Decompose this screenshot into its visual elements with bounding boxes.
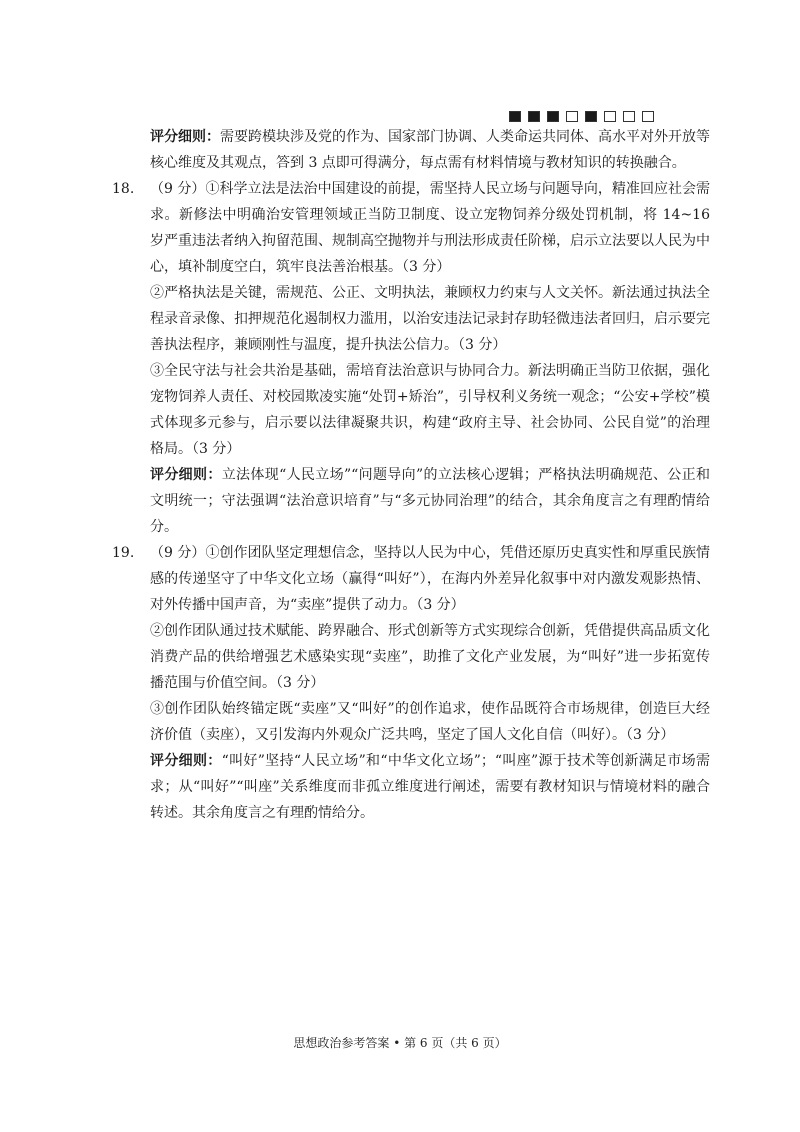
question-number: 19. [112,545,135,561]
q19-point-1-text: ①创作团队坚定理想信念，坚持以人民为中心，凭借还原历史真实性和厚重民族情感的传递坚守了中华文化立场（赢得“叫好”），在海内外差异化叙事中对内激发观影热情、对外传播中国声音，为“卖座”提供了动力。（3 分） [150,545,711,613]
intro-rubric [150,124,710,176]
rubric-label: 评分细则： [150,129,220,145]
rubric-label: 评分细则： [150,753,222,769]
rubric-text: 需要跨模块涉及党的作为、国家部门协调、人类命运共同体、高水平对外开放等核心维度及其观点，答到 3 点即可得满分，每点需有材料情境与教材知识的转换融合。 [150,129,710,171]
q19-point-2: ②创作团队通过技术赋能、跨界融合、形式创新等方式实现综合创新，凭借提供高品质文化消费产品的供给增强艺术感染实现“卖座”，助推了文化产业发展，为“叫好”进一步拓宽传播范围与价值空间。（3 分） [150,623,710,691]
progress-squares [509,111,654,122]
progress-square-filled [585,111,597,122]
question-18 [112,176,711,540]
answer-content [112,124,711,826]
q18-rubric [150,462,710,540]
question-points: （9 分） [150,181,206,197]
progress-square-filled [547,111,559,122]
q18-point-3: ③全民守法与社会共治是基础，需培育法治意识与协同合力。新法明确正当防卫依据，强化宠物饲养人责任、对校园欺凌实施“处罚+矫治”，引导权利义务统一观念；“公安+学校”模式体现多元参与，启示要以法律凝聚共识，构建“政府主导、社会协同、公民自觉”的治理格局。（3 分） [150,363,710,457]
rubric-text: “叫好”坚持“人民立场”和“中华文化立场”；“叫座”源于技术等创新满足市场需求；从“叫好”“叫座”关系维度而非孤立维度进行阐述，需要有教材知识与情境材料的融合转述。其余角度言之有理酌情给分。 [150,753,710,821]
progress-square-empty [566,111,578,122]
progress-square-filled [528,111,540,122]
rubric-label: 评分细则： [150,467,222,483]
progress-square-filled [509,111,521,122]
question-number: 18. [112,181,135,197]
q18-point-1-text: ①科学立法是法治中国建设的前提，需坚持人民立场与问题导向，精准回应社会需求。新修法中明确治安管理领域正当防卫制度、设立宠物饲养分级处罚机制，将 14~16 岁严重违法者纳入拘留范围、规制高空抛物并与刑法形成责任阶梯，启示立法要以人民为中心，填补制度空白，筑牢良法善治根基。（3 分） [150,181,711,275]
q19-rubric [150,748,710,826]
rubric-text: 立法体现“人民立场”“问题导向”的立法核心逻辑；严格执法明确规范、公正和文明统一；守法强调“法治意识培育”与“多元协同治理”的结合，其余角度言之有理酌情给分。 [150,467,710,535]
question-19 [112,540,711,826]
page-footer: 思想政治参考答案 • 第 6 页（共 6 页） [293,1036,507,1050]
progress-square-empty [642,111,654,122]
q18-point-2: ②严格执法是关键，需规范、公正、文明执法，兼顾权力约束与人文关怀。新法通过执法全程录音录像、扣押规范化遏制权力滥用，以治安违法记录封存助轻微违法者回归，启示要完善执法程序，兼顾刚性与温度，提升执法公信力。（3 分） [150,285,710,353]
progress-square-empty [604,111,616,122]
q19-point-3: ③创作团队始终锚定既“卖座”又“叫好”的创作追求，使作品既符合市场规律，创造巨大经济价值（卖座），又引发海内外观众广泛共鸣，坚定了国人文化自信（叫好）。（3 分） [150,701,710,743]
progress-square-empty [623,111,635,122]
q18-point-1 [150,176,710,280]
q19-point-1 [150,540,710,618]
question-points: （9 分） [150,545,206,561]
